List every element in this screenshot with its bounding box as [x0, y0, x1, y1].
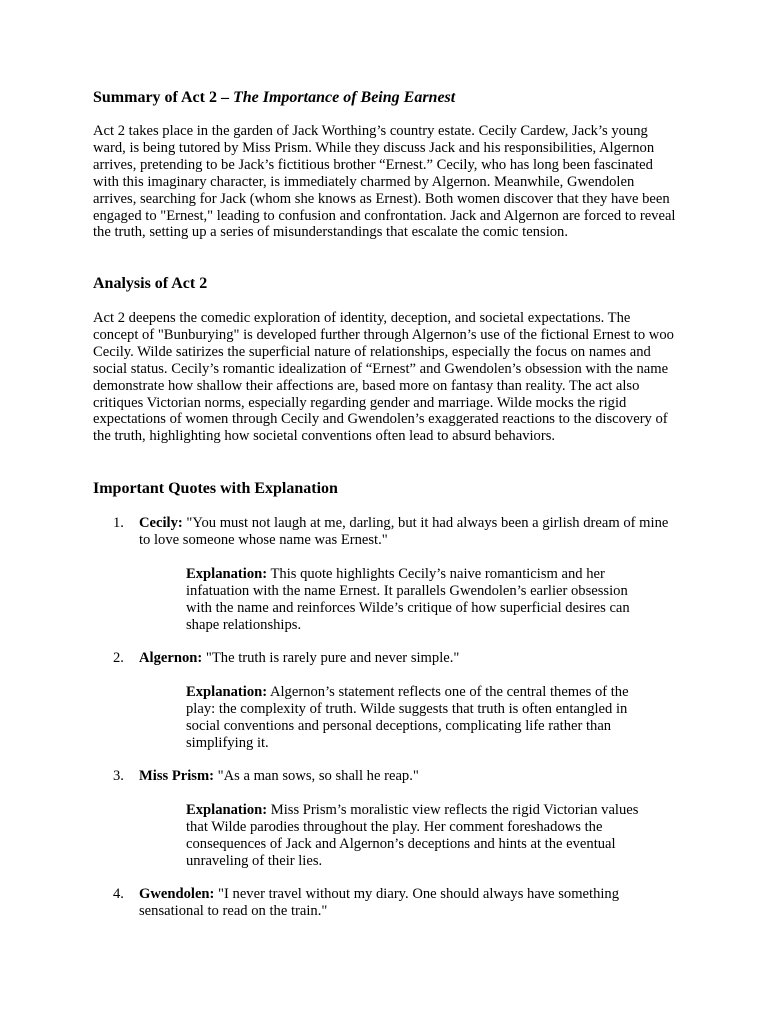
- explanation-body: This quote highlights Cecily’s naive romanticism and her infatuation with the name Ernest. It parallels Gwendolen’s earlier obsession with the name and reinforces Wilde’s critique of how superficial desires can shape relationships.: [186, 566, 630, 633]
- quote-text: [139, 650, 678, 667]
- quote-explanation: [186, 802, 656, 870]
- quote-number: 1.: [113, 515, 124, 531]
- quote-explanation: [186, 684, 656, 752]
- quote-number: 4.: [113, 886, 124, 902]
- summary-heading: [93, 89, 455, 107]
- quote-body: "The truth is rarely pure and never simple.": [202, 650, 460, 666]
- summary-heading-title: The Importance of Being Earnest: [232, 89, 456, 106]
- quote-number: 3.: [113, 768, 124, 784]
- quote-speaker: Gwendolen:: [139, 886, 215, 902]
- quote-text: [139, 515, 678, 549]
- explanation-body: Algernon’s statement reflects one of the central themes of the play: the complexity of truth. Wilde suggests that truth is often entangled in social conventions and personal deceptions, complicating life rather than simplifying it.: [186, 684, 629, 751]
- analysis-heading: Analysis of Act 2: [93, 275, 208, 292]
- explanation-label: Explanation:: [186, 802, 268, 818]
- quotes-heading: Important Quotes with Explanation: [93, 480, 338, 497]
- quote-body: "As a man sows, so shall he reap.": [213, 768, 419, 784]
- quote-body: "You must not laugh at me, darling, but it had always been a girlish dream of mine to love someone whose name was Ernest.": [139, 515, 669, 548]
- quote-text: [139, 768, 678, 785]
- explanation-label: Explanation:: [186, 566, 268, 582]
- quote-speaker: Cecily:: [139, 515, 183, 531]
- quote-number: 2.: [113, 650, 124, 666]
- explanation-body: Miss Prism’s moralistic view reflects the rigid Victorian values that Wilde parodies throughout the play. Her comment foreshadows the consequences of Jack and Algernon’s deceptions and hints at the eventual unraveling of their lies.: [186, 802, 639, 869]
- quote-explanation: [186, 566, 656, 634]
- quote-body: "I never travel without my diary. One should always have something sensational to read on the train.": [139, 886, 620, 919]
- summary-heading-prefix: Summary of Act 2 –: [93, 89, 233, 106]
- quote-speaker: Algernon:: [139, 650, 203, 666]
- explanation-label: Explanation:: [186, 684, 268, 700]
- summary-paragraph: Act 2 takes place in the garden of Jack Worthing’s country estate. Cecily Cardew, Jack’s young ward, is being tutored by Miss Prism. While they discuss Jack and his responsibilities, Algernon arrives, pretending to be Jack’s fictitious brother “Ernest.” Cecily, who has long been fascinated with this imaginary character, is immediately charmed by Algernon. Meanwhile, Gwendolen arrives, searching for Jack (whom she knows as Ernest). Both women discover that they have been engaged to "Ernest," leading to confusion and confrontation. Jack and Algernon are forced to reveal the truth, setting up a series of misunderstandings that escalate the comic tension.: [93, 123, 676, 241]
- quote-text: [139, 886, 678, 920]
- analysis-paragraph: Act 2 deepens the comedic exploration of identity, deception, and societal expectations. The concept of "Bunburying" is developed further through Algernon’s use of the fictional Ernest to woo Cecily. Wilde satirizes the superficial nature of relationships, especially the focus on names and social status. Cecily’s romantic idealization of “Ernest” and Gwendolen’s obsession with the name demonstrate how shallow their affections are, based more on fantasy than reality. The act also critiques Victorian norms, especially regarding gender and marriage. Wilde mocks the rigid expectations of women through Cecily and Gwendolen’s exaggerated reactions to the discovery of the truth, highlighting how societal conventions often lead to absurd behaviors.: [93, 310, 674, 445]
- quote-speaker: Miss Prism:: [139, 768, 214, 784]
